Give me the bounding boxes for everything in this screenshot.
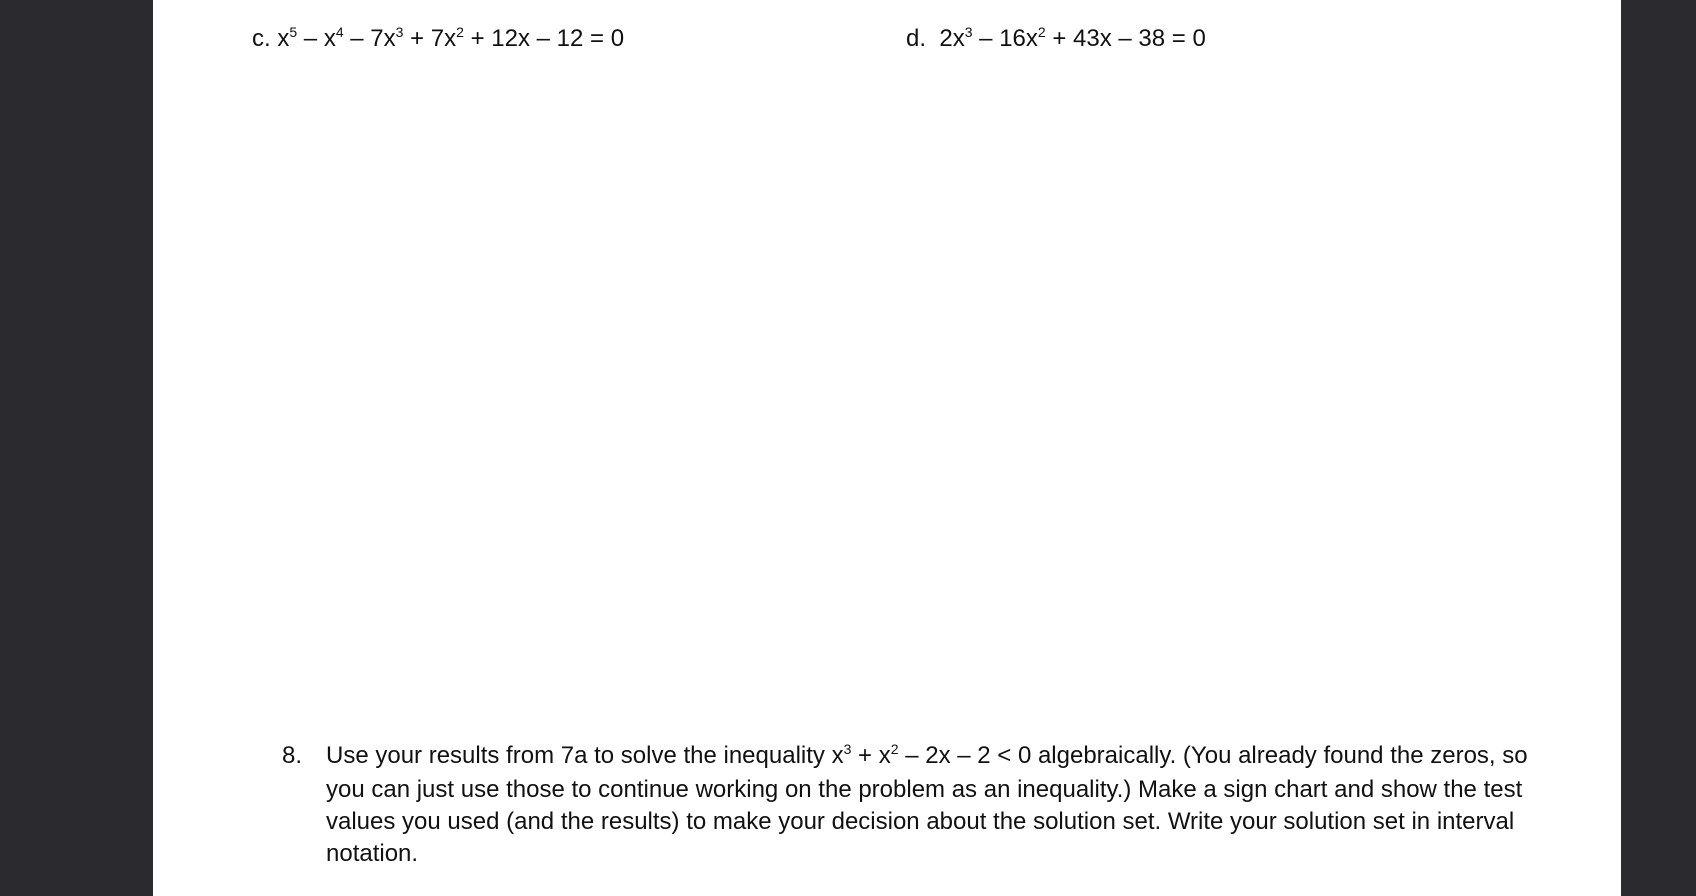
part-d-term: 2x bbox=[939, 25, 965, 52]
equation-part-c bbox=[252, 24, 624, 56]
part-d-exponent: 2 bbox=[1037, 24, 1046, 40]
equation-part-d bbox=[906, 24, 1206, 56]
part-c-term: + 12x – 12 = 0 bbox=[463, 25, 625, 52]
problem-text-mid: + x bbox=[851, 742, 891, 769]
part-d-term: + 43x – 38 = 0 bbox=[1045, 25, 1206, 52]
part-d-label: d. bbox=[906, 25, 927, 52]
part-c-term: x bbox=[277, 25, 290, 52]
part-c-exponent: 3 bbox=[395, 24, 404, 40]
problem-text-start: Use your results from 7a to solve the inequality x bbox=[326, 742, 844, 769]
problem-exponent: 3 bbox=[843, 741, 852, 757]
problem-text-end: – 2x – 2 < 0 algebraically. (You already found the zeros, so you can just use those to continue working on the problem as an inequality.) Make a sign chart and show the test values you used (and the results) to make your decision about the solution set. Write your solution set in interval notation. bbox=[326, 742, 1528, 867]
part-c-exponent: 4 bbox=[335, 24, 344, 40]
part-c-exponent: 5 bbox=[289, 24, 298, 40]
part-c-term: – 7x bbox=[343, 25, 396, 52]
problem-text bbox=[326, 740, 1542, 870]
part-c-label: c. bbox=[252, 25, 271, 52]
part-d-exponent: 3 bbox=[964, 24, 973, 40]
problem-number: 8. bbox=[282, 742, 303, 769]
part-c-term: + 7x bbox=[403, 25, 457, 52]
part-c-term: – x bbox=[297, 25, 336, 52]
problem-exponent: 2 bbox=[890, 741, 899, 757]
document-page bbox=[153, 0, 1621, 896]
problem-8 bbox=[282, 740, 1542, 870]
part-c-exponent: 2 bbox=[456, 24, 464, 40]
part-d-term: – 16x bbox=[972, 25, 1038, 52]
